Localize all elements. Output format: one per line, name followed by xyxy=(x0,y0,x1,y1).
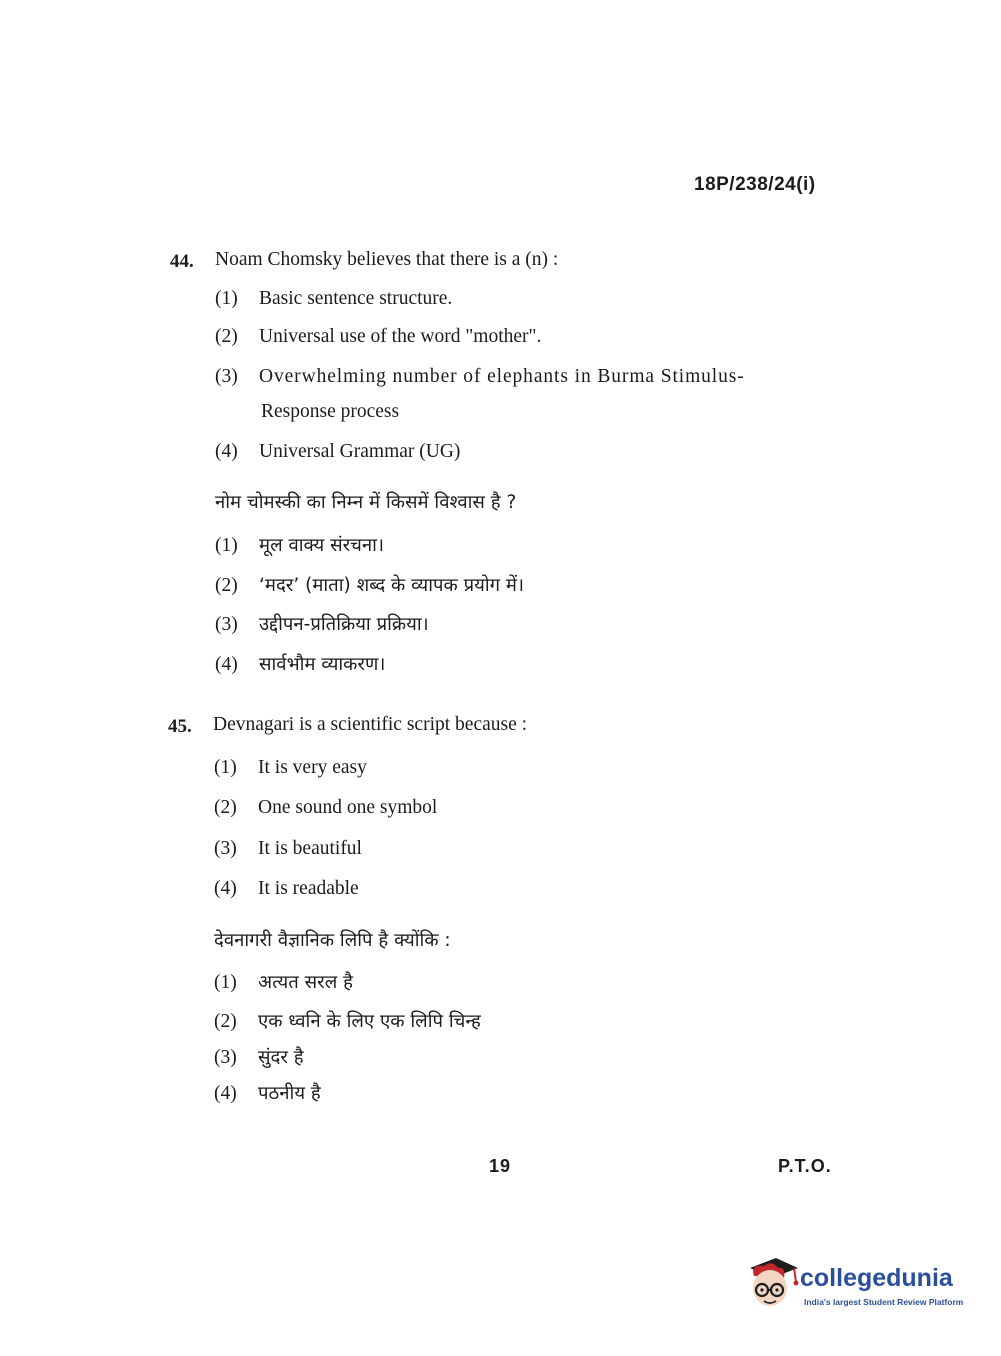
option-text: It is readable xyxy=(258,878,359,899)
q44-hindi-option-3 xyxy=(215,611,429,636)
option-text: It is very easy xyxy=(258,757,367,778)
option-text: सार्वभौम व्याकरण। xyxy=(259,654,386,675)
q44-hindi-option-4 xyxy=(215,651,385,676)
option-text: मूल वाक्य संरचना। xyxy=(259,535,384,556)
question-44-number: 44. xyxy=(170,251,194,272)
q44-option-4 xyxy=(215,441,460,463)
option-text: It is beautiful xyxy=(258,838,362,859)
option-number: (3) xyxy=(214,838,237,859)
option-text: एक ध्वनि के लिए एक लिपि चिन्ह xyxy=(258,1011,481,1032)
brand-name: collegedunia xyxy=(800,1264,953,1292)
option-number: (1) xyxy=(214,972,237,993)
option-text: ‘मदर’ (माता) शब्द के व्यापक प्रयोग में। xyxy=(259,575,524,596)
option-number: (4) xyxy=(214,878,237,899)
pto-label: P.T.O. xyxy=(778,1156,832,1176)
q45-hindi-option-1 xyxy=(214,969,353,994)
question-45-number: 45. xyxy=(168,716,192,737)
option-text: Universal Grammar (UG) xyxy=(259,441,461,462)
option-number: (4) xyxy=(215,441,238,462)
option-number: (3) xyxy=(215,366,238,387)
option-text: उद्दीपन-प्रतिक्रिया प्रक्रिया। xyxy=(259,614,429,635)
option-number: (3) xyxy=(214,1047,237,1068)
question-45-text: Devnagari is a scientific script because : xyxy=(213,714,528,735)
q44-option-3-continuation: Response process xyxy=(261,401,400,422)
collegedunia-watermark xyxy=(742,1250,972,1320)
q45-option-2 xyxy=(214,797,437,819)
q44-hindi-option-2 xyxy=(215,572,524,597)
q44-option-1 xyxy=(215,288,452,310)
q44-option-2 xyxy=(215,326,541,348)
q45-option-4 xyxy=(214,878,359,900)
option-number: (2) xyxy=(215,326,238,347)
option-number: (4) xyxy=(214,1083,237,1104)
q45-option-3 xyxy=(214,838,362,860)
q45-hindi-question: देवनागरी वैज्ञानिक लिपि है क्योंकि : xyxy=(214,930,451,951)
paper-code: 18P/238/24(i) xyxy=(694,174,816,195)
q44-hindi-question: नोम चोमस्की का निम्न में किसमें विश्वास है ? xyxy=(215,492,517,513)
option-text: Overwhelming number of elephants in Burma Stimulus- xyxy=(259,366,745,387)
option-text: One sound one symbol xyxy=(258,797,438,818)
page-number: 19 xyxy=(489,1156,512,1176)
q44-option-3 xyxy=(215,366,745,388)
option-number: (1) xyxy=(214,757,237,778)
mascot-icon xyxy=(742,1254,802,1314)
q45-hindi-option-4 xyxy=(214,1080,321,1105)
option-text: Basic sentence structure. xyxy=(259,288,453,309)
q45-option-1 xyxy=(214,757,367,779)
option-text: Universal use of the word "mother". xyxy=(259,326,542,347)
option-number: (1) xyxy=(215,535,238,556)
option-text: सुंदर है xyxy=(258,1047,304,1068)
option-number: (2) xyxy=(214,797,237,818)
option-text: पठनीय है xyxy=(258,1083,321,1104)
q45-hindi-option-2 xyxy=(214,1008,481,1033)
option-text: अत्यत सरल है xyxy=(258,972,353,993)
q44-hindi-option-1 xyxy=(215,532,384,557)
option-number: (3) xyxy=(215,614,238,635)
q45-hindi-option-3 xyxy=(214,1044,304,1069)
brand-tagline: India's largest Student Review Platform xyxy=(804,1297,964,1307)
option-number: (2) xyxy=(214,1011,237,1032)
question-44-text: Noam Chomsky believes that there is a (n) : xyxy=(215,249,559,270)
option-number: (2) xyxy=(215,575,238,596)
option-number: (1) xyxy=(215,288,238,309)
option-number: (4) xyxy=(215,654,238,675)
